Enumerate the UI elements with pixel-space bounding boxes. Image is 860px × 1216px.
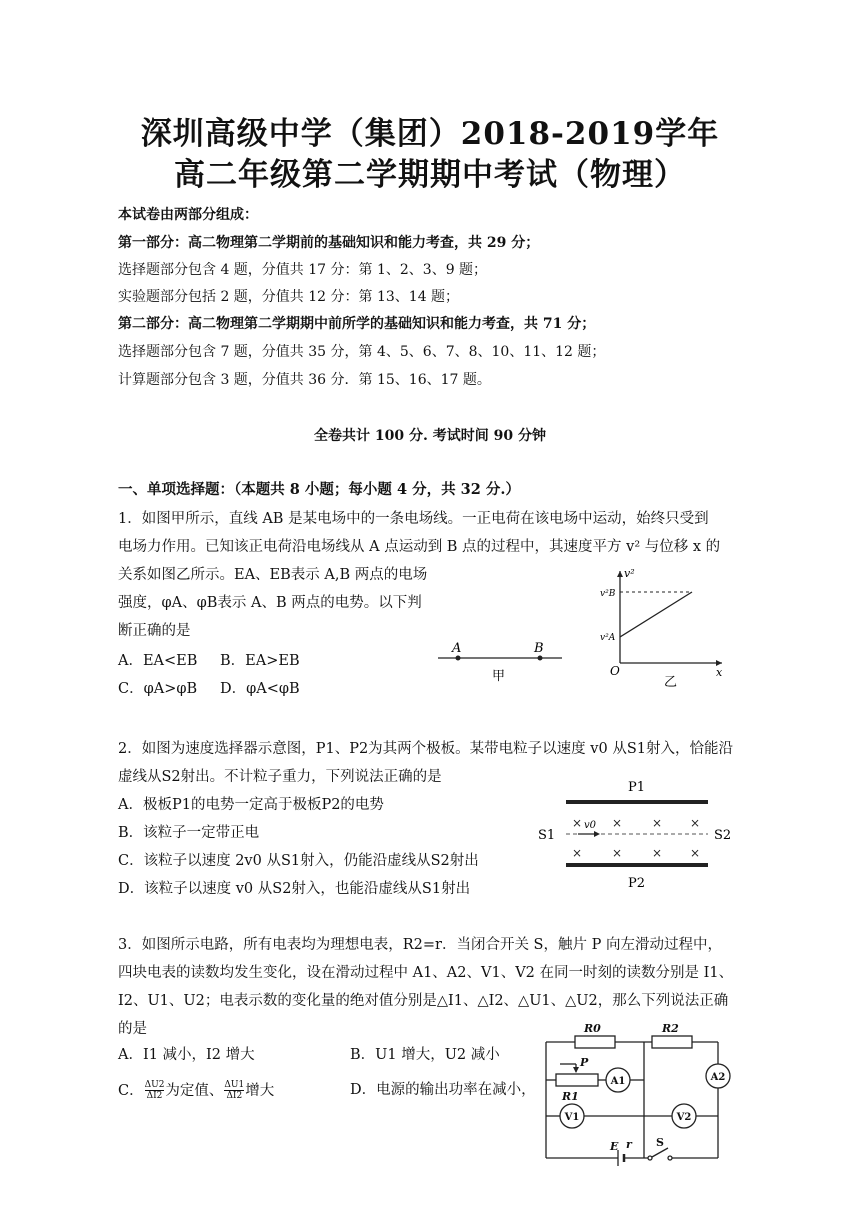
fig-s-label: S	[656, 1136, 664, 1149]
fig-point-a-label: A	[452, 641, 462, 656]
q3-option-c-suffix: 增大	[245, 1082, 275, 1099]
q3-option-c[interactable]	[118, 1080, 274, 1101]
q3-option-b[interactable]: B．U1 增大，U2 减小	[350, 1047, 500, 1063]
svg-text:×: ×	[690, 846, 701, 860]
q1-option-c[interactable]: C．φA>φB	[118, 681, 198, 697]
intro-line: 计算题部分包含 3 题，分值共 36 分．第 15、16、17 题。	[118, 372, 491, 388]
q2-option-a[interactable]: A．极板P1的电势一定高于极板P2的电势	[118, 797, 384, 813]
q1-figure-field-line	[430, 636, 570, 686]
intro-line: 第二部分：高二物理第二学期期中前所学的基础知识和能力考查，共 71 分；	[118, 316, 596, 332]
q3-stem-line1: 3．如图所示电路，所有电表均为理想电表，R2=r．当闭合开关 S，触片 P 向左滑动过程中，	[118, 937, 722, 953]
q2-option-b[interactable]: B．该粒子一定带正电	[118, 825, 260, 841]
q2-stem-line2: 虚线从S2射出。不计粒子重力，下列说法正确的是	[118, 769, 442, 785]
intro-line: 实验题部分包括 2 题，分值共 12 分：第 13、14 题；	[118, 289, 460, 305]
fig-jia-label: 甲	[492, 669, 506, 684]
fig-origin-label: O	[610, 664, 620, 678]
fig-p-label: P	[580, 1056, 589, 1069]
q1-option-b[interactable]: B．EA>EB	[220, 653, 300, 669]
intro-line: 第一部分：高二物理第二学期前的基础知识和能力考查，共 29 分；	[118, 235, 540, 251]
q1-stem-line3: 关系如图乙所示。EA、EB表示 A,B 两点的电场	[118, 567, 428, 583]
voltmeter-v2-label: V2	[676, 1112, 692, 1123]
q3-option-a[interactable]: A．I1 减小，I2 增大	[118, 1047, 255, 1063]
q3-fraction-2-numerator: ΔU1	[224, 1080, 245, 1090]
q1-stem-line1: 1．如图甲所示，直线 AB 是某电场中的一条电场线。一正电荷在该电场中运动，始终只受到	[118, 511, 709, 527]
q3-fraction-1	[145, 1080, 165, 1101]
fig-vb-label: v²B	[600, 589, 616, 599]
fig-p2-label: P2	[628, 876, 646, 890]
section-heading: 一、单项选择题：（本题共 8 小题；每小题 4 分，共 32 分.）	[118, 481, 520, 498]
fig-point-b-label: B	[534, 641, 544, 656]
q3-fraction-1-numerator: ΔU2	[144, 1080, 165, 1090]
fig-r-label: r	[626, 1138, 632, 1151]
q2-option-c[interactable]: C．该粒子以速度 2v0 从S1射入，仍能沿虚线从S2射出	[118, 853, 479, 869]
q3-stem-line4: 的是	[118, 1021, 147, 1037]
q3-stem-line3: I2、U1、U2；电表示数的变化量的绝对值分别是△I1、△I2、△U1、△U2，那么下列说法正确	[118, 993, 729, 1009]
intro-line: 本试卷由两部分组成：	[118, 207, 258, 223]
q1-option-d[interactable]: D．φA<φB	[220, 681, 300, 697]
total-score-line: 全卷共计 100 分. 考试时间 90 分钟	[314, 428, 546, 444]
q1-stem-line4: 强度，φA、φB表示 A、B 两点的电势。以下判	[118, 595, 422, 611]
fig-s2-label: S2	[714, 828, 732, 843]
q3-fraction-2	[224, 1080, 244, 1101]
svg-text:×: ×	[572, 816, 583, 830]
fig-p1-label: P1	[628, 780, 646, 795]
fig-s1-label: S1	[538, 828, 556, 843]
q2-option-d[interactable]: D．该粒子以速度 v0 从S2射入，也能沿虚线从S1射出	[118, 881, 471, 897]
q3-fraction-2-denominator: ΔI2	[226, 1091, 243, 1101]
fig-yi-label: 乙	[664, 675, 678, 690]
q3-figure-circuit	[540, 1020, 745, 1168]
svg-text:×: ×	[652, 816, 663, 830]
q3-option-c-middle: 为定值、	[165, 1082, 224, 1099]
q3-fraction-1-denominator: ΔI2	[146, 1091, 163, 1101]
q2-figure-velocity-selector	[530, 775, 745, 890]
voltmeter-v1-label: V1	[564, 1112, 580, 1123]
q2-stem-line1: 2．如图为速度选择器示意图，P1、P2为其两个极板。某带电粒子以速度 v0 从S1射入，恰能沿	[118, 741, 733, 757]
svg-text:×: ×	[652, 846, 663, 860]
fig-r1-label: R1	[562, 1090, 579, 1103]
fig-x-axis-label: x	[716, 666, 723, 679]
fig-r0-label: R0	[584, 1022, 601, 1035]
intro-line: 选择题部分包含 4 题，分值共 17 分：第 1、2、3、9 题；	[118, 262, 488, 278]
fig-va-label: v²A	[600, 633, 616, 643]
q1-option-a[interactable]: A．EA<EB	[118, 653, 198, 669]
q1-figure-graph	[600, 565, 730, 690]
svg-text:×: ×	[690, 816, 701, 830]
q3-option-d[interactable]: D．电源的输出功率在减小，	[350, 1082, 536, 1098]
ammeter-a1-label: A1	[610, 1076, 626, 1087]
fig-y-axis-label: v²	[624, 567, 635, 580]
fig-v0-label: v0	[584, 820, 597, 831]
svg-text:×: ×	[612, 846, 623, 860]
q3-stem-line2: 四块电表的读数均发生变化，设在滑动过程中 A1、A2、V1、V2 在同一时刻的读数分别是 I1、	[118, 965, 734, 981]
ammeter-a2-label: A2	[710, 1072, 726, 1083]
svg-text:×: ×	[612, 816, 623, 830]
exam-title-line2: 高二年级第二学期期中考试（物理）	[174, 157, 686, 193]
exam-title-line1: 深圳高级中学（集团）2018-2019学年	[140, 116, 720, 152]
q1-stem-line2: 电场力作用。已知该正电荷沿电场线从 A 点运动到 B 点的过程中，其速度平方 v² 与位移 x 的	[118, 539, 721, 555]
q3-option-c-prefix: C．	[118, 1082, 144, 1099]
intro-line: 选择题部分包含 7 题，分值共 35 分，第 4、5、6、7、8、10、11、12 题；	[118, 344, 606, 360]
fig-r2-label: R2	[662, 1022, 679, 1035]
q1-stem-line5: 断正确的是	[118, 623, 191, 639]
svg-text:×: ×	[572, 846, 583, 860]
fig-e-label: E	[610, 1140, 619, 1153]
